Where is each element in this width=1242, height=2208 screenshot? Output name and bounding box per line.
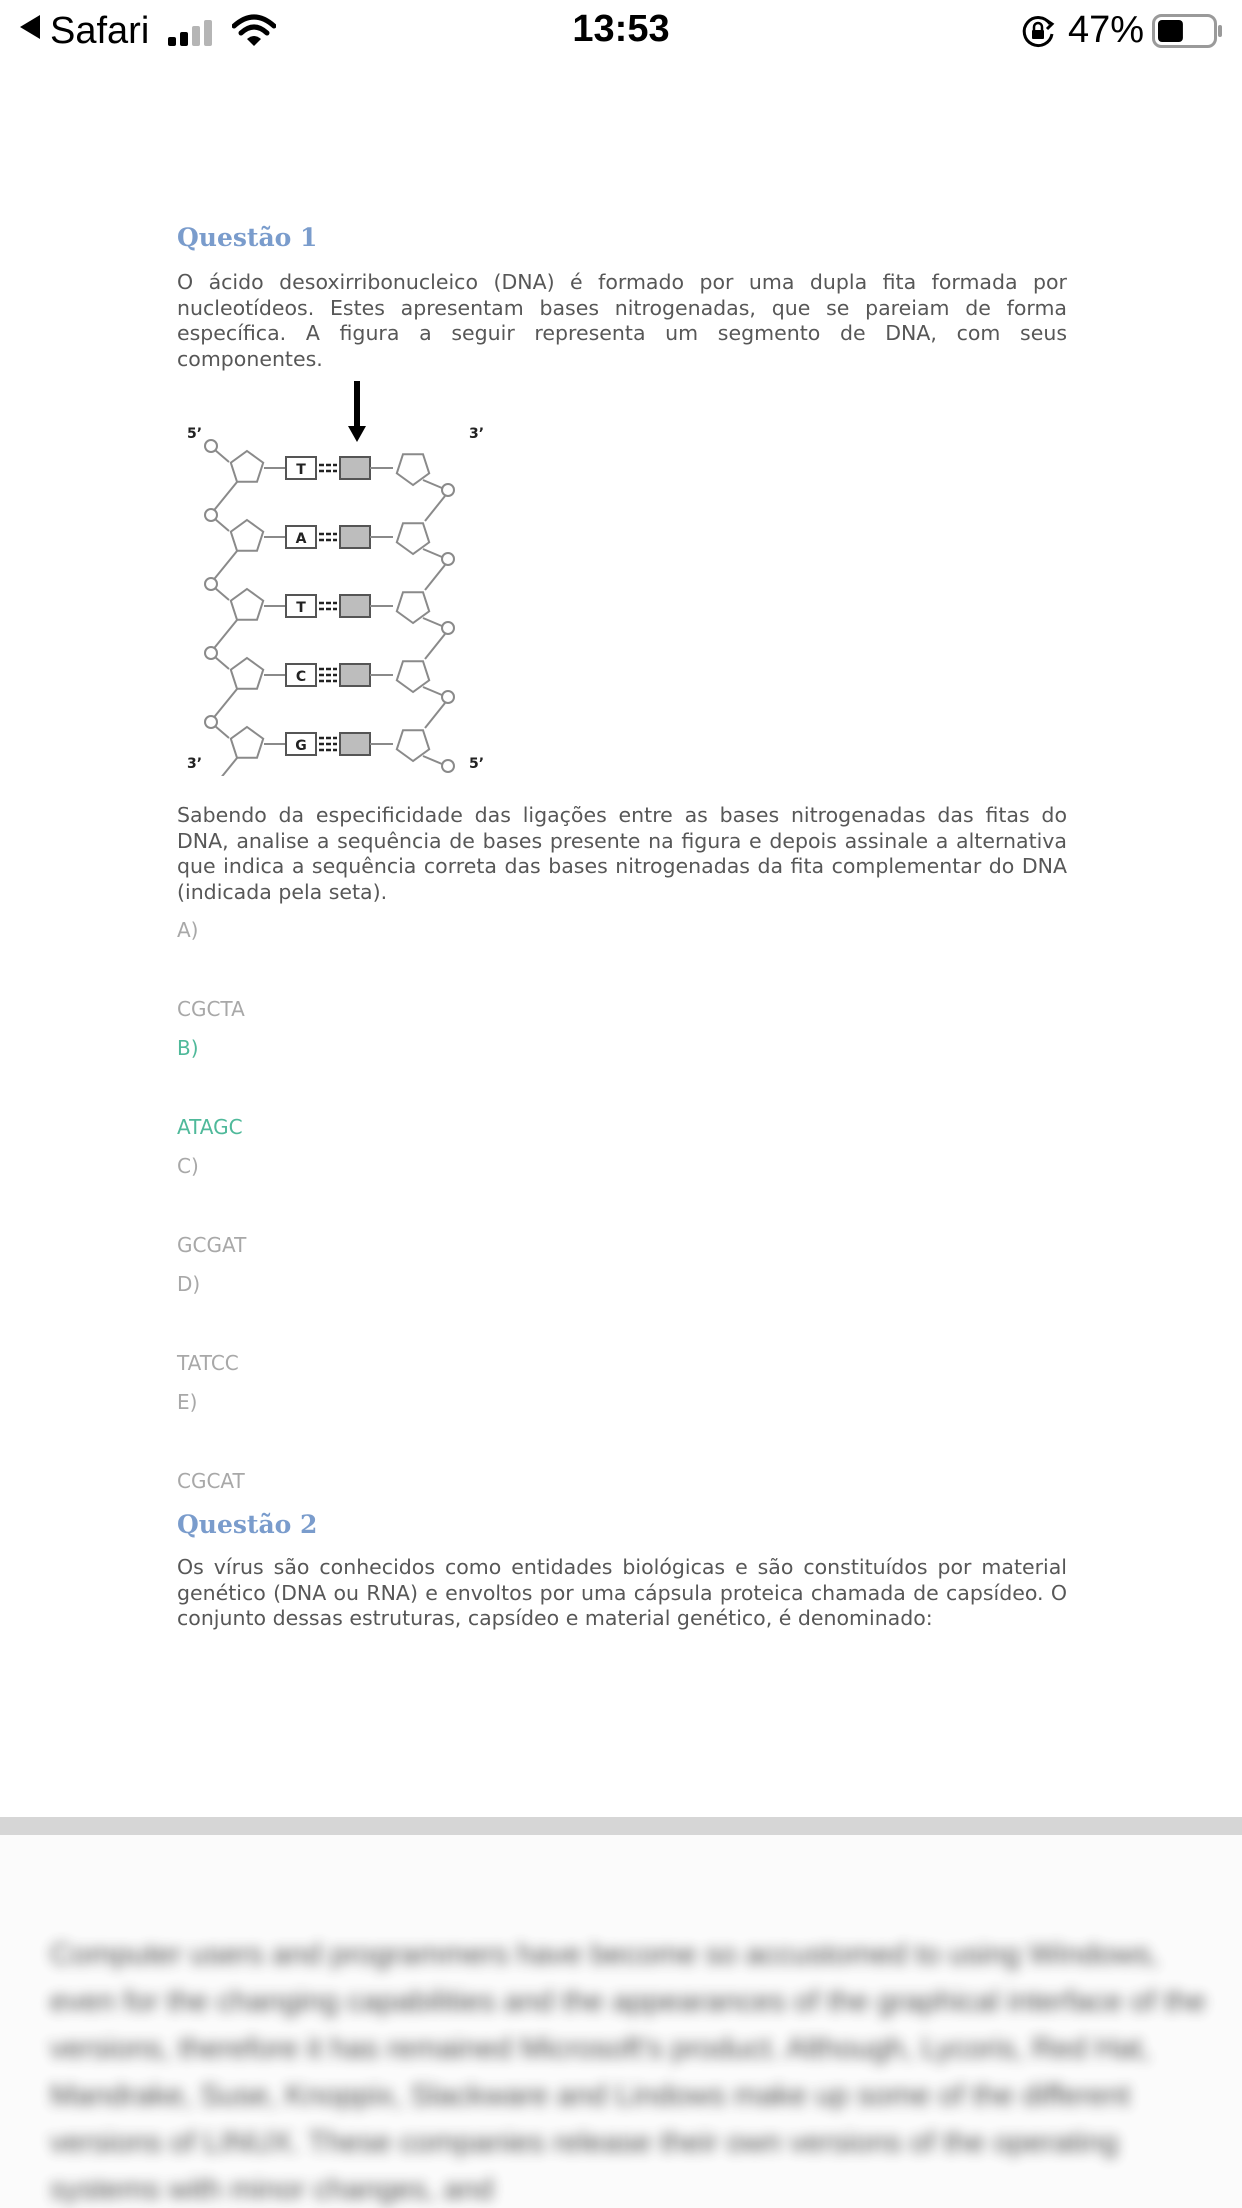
option-d-text[interactable]: TATCC (177, 1351, 239, 1375)
question-1-title: Questão 1 (177, 223, 318, 252)
phosphate-right (442, 553, 454, 565)
dna-base-pair-row (205, 716, 454, 776)
sugar-left (231, 451, 263, 482)
question-1-intro: O ácido desoxirribonucleico (DNA) é formado por uma dupla fita formada por nucleotídeos. Estes apresentam bases nitrogenadas, que se pareiam de forma específica. A figura a seguir representa um segmento de DNA, com seus componentes. (177, 270, 1067, 371)
label-3-top-right: 3’ (469, 426, 485, 442)
option-e-letter[interactable]: E) (177, 1390, 198, 1414)
status-bar (0, 0, 1242, 62)
base-letter: T (296, 600, 306, 616)
base-letter: C (295, 669, 307, 685)
option-b-text[interactable]: ATAGC (177, 1115, 243, 1139)
base-box-right (340, 664, 370, 686)
option-c-text[interactable]: GCGAT (177, 1233, 247, 1257)
dna-base-pair-row (205, 440, 454, 521)
option-a-letter[interactable]: A) (177, 918, 199, 942)
base-letter: G (295, 738, 307, 754)
option-d-letter[interactable]: D) (177, 1272, 201, 1296)
option-e-text[interactable]: CGCAT (177, 1469, 245, 1493)
phosphate-right (442, 484, 454, 496)
question-2-title: Questão 2 (177, 1510, 318, 1539)
option-b-letter[interactable]: B) (177, 1036, 199, 1060)
sugar-left (231, 658, 263, 689)
dna-base-pair-row (205, 647, 454, 728)
option-a-text[interactable]: CGCTA (177, 997, 245, 1021)
clock: 13:53 (572, 8, 670, 50)
blurred-page-text: Computer users and programmers have become so accustomed to using Windows, even for the changing capabilities and the appearances of the graphical interface of the versions, therefore it has remained Microsoft's product. Although, Lycoris, Red Hat, Mandrake, Suse, Knoppix, Slackware and Lindows make up some of the different versions of LINUX. These companies release their own versions of the operating systems with minor changes, and (50, 1938, 1206, 2206)
phosphate-right (442, 622, 454, 634)
base-box-right (340, 733, 370, 755)
next-page-preview[interactable] (0, 1835, 1242, 2208)
label-3-bottom-left: 3’ (187, 756, 203, 772)
base-letter: A (295, 531, 307, 547)
page-divider (0, 1817, 1242, 1835)
back-app-label: Safari (50, 10, 150, 52)
base-letter: T (296, 462, 306, 478)
base-box-right (340, 595, 370, 617)
label-5-bottom-right: 5’ (469, 756, 485, 772)
phosphate-right (442, 760, 454, 772)
battery-percentage: 47% (1068, 9, 1145, 51)
sugar-left (231, 520, 263, 551)
label-5-top-left: 5’ (187, 426, 203, 442)
base-box-right (340, 457, 370, 479)
dna-segment-figure (177, 376, 497, 776)
dna-base-pair-row (205, 578, 454, 659)
battery-icon (1152, 14, 1224, 48)
option-c-letter[interactable]: C) (177, 1154, 199, 1178)
down-arrow-icon (348, 381, 366, 442)
sugar-left (231, 727, 263, 758)
base-box-right (340, 526, 370, 548)
question-1-prompt: Sabendo da especificidade das ligações entre as bases nitrogenadas das fitas do DNA, analise a sequência de bases presente na figura e depois assinale a alternativa que indica a sequência correta das bases nitrogenadas da fita complementar do DNA (indicada pela seta). (177, 803, 1067, 904)
question-2-text: Os vírus são conhecidos como entidades biológicas e são constituídos por material genético (DNA ou RNA) e envoltos por uma cápsula proteica chamada de capsídeo. O conjunto dessas estruturas, capsídeo e material genético, é denominado: (177, 1555, 1067, 1630)
phosphate-right (442, 691, 454, 703)
orientation-lock-icon (1020, 14, 1056, 50)
dna-base-pair-row (205, 509, 454, 590)
sugar-left (231, 589, 263, 620)
